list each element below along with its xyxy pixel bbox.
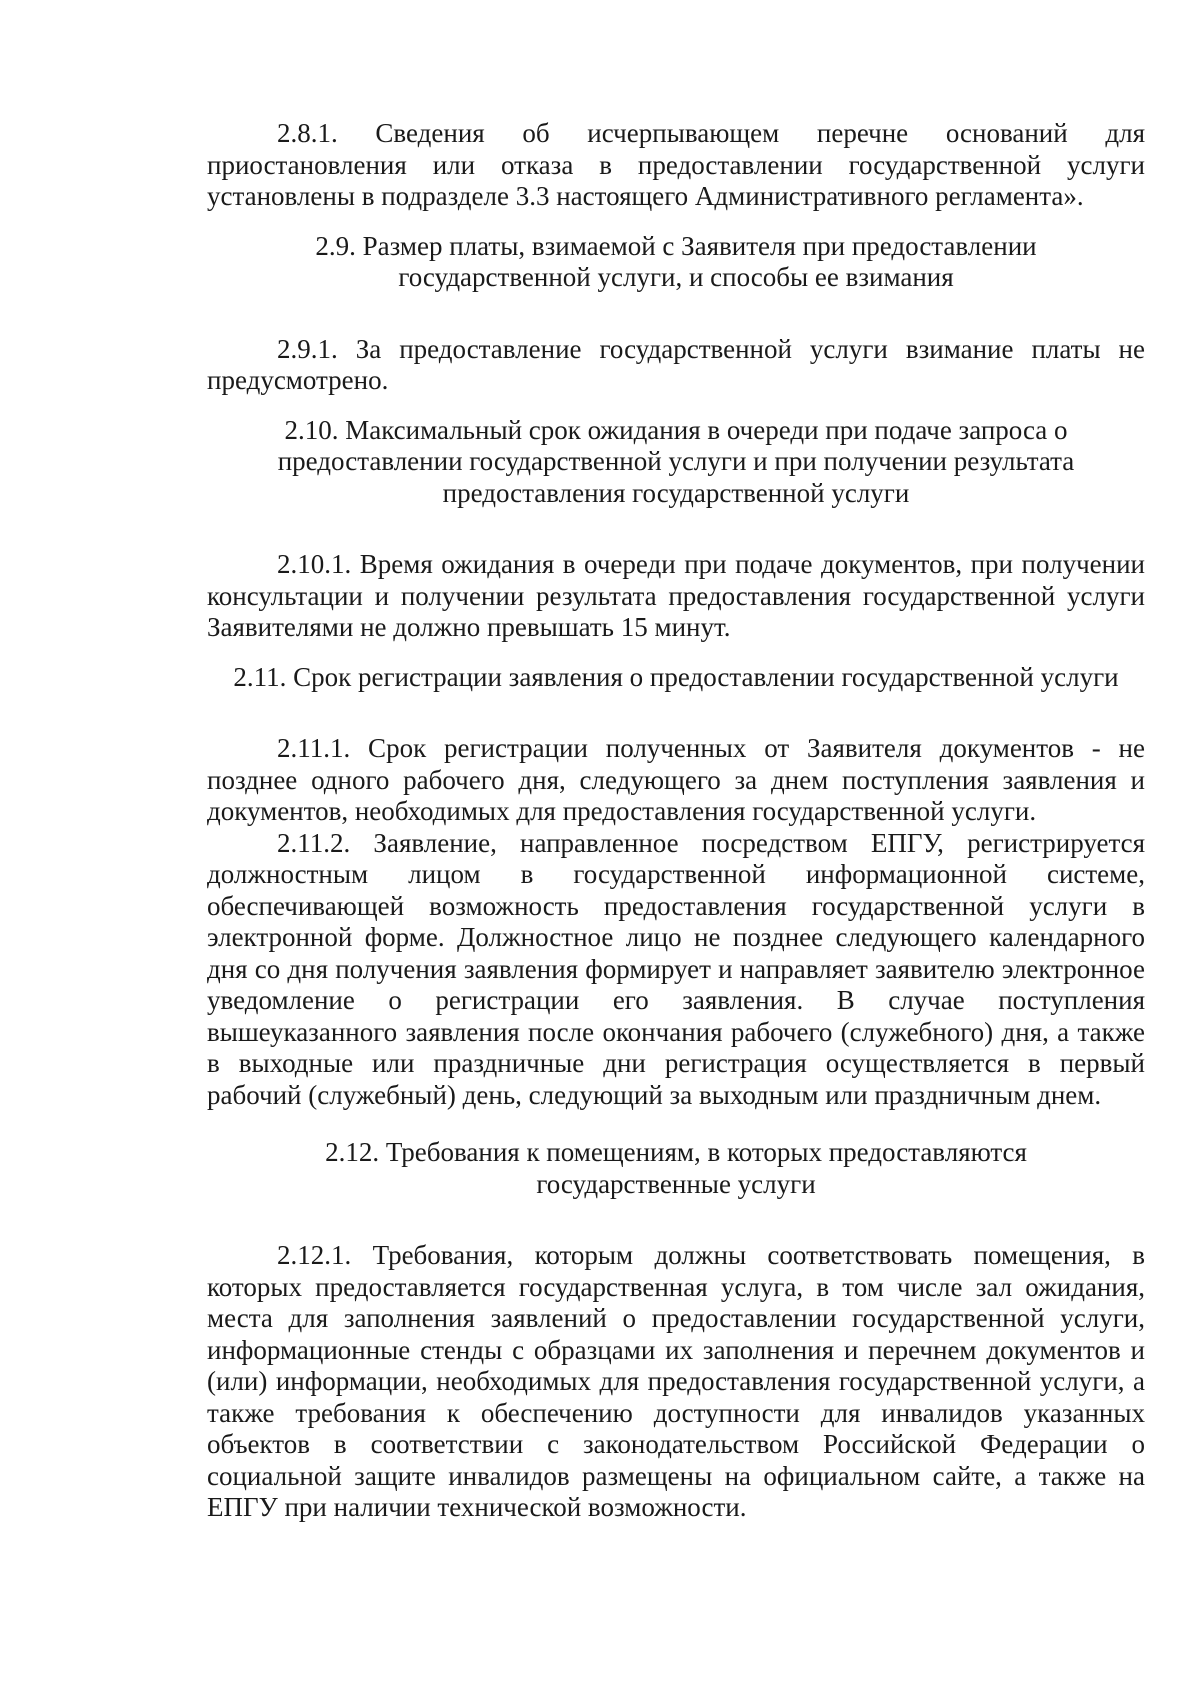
heading-line: государственной услуги, и способы ее взимания xyxy=(398,262,954,292)
paragraph-2-9-1: 2.9.1. За предоставление государственной услуги взимание платы не предусмотрено. xyxy=(207,333,1145,395)
document-body xyxy=(207,118,1145,1524)
heading-line: 2.10. Максимальный срок ожидания в очереди при подаче запроса о xyxy=(284,414,1068,445)
heading-line: 2.12. Требования к помещениям, в которых предоставляются xyxy=(325,1137,1027,1167)
paragraph-2-11-1: 2.11.1. Срок регистрации полученных от Заявителя документов - не позднее одного рабочего дня, следующего за днем поступления заявления и документов, необходимых для предоставления государственной услуги. xyxy=(207,733,1145,826)
section-heading-2-9 xyxy=(207,231,1145,294)
section-heading-2-12 xyxy=(207,1137,1145,1200)
heading-line: 2.11. Срок регистрации заявления о предоставлении государственной услуги xyxy=(233,661,1119,692)
section-heading-2-11 xyxy=(207,662,1145,694)
paragraph-2-12-1: 2.12.1. Требования, которым должны соответствовать помещения, в которых предоставляется государственная услуга, в том числе зал ожидания, места для заполнения заявлений о предоставлении государственной услуги, информационные стенды с образцами их заполнения и перечнем документов и (или) информации, необходимых для предоставления государственной услуги, а также требования к обеспечению доступности для инвалидов указанных объектов в соответствии с законодательством Российской Федерации о социальной защите инвалидов размещены на официальном сайте, а также на ЕПГУ при наличии технической возможности. xyxy=(207,1240,1145,1522)
paragraph-2-10-1: 2.10.1. Время ожидания в очереди при подаче документов, при получении консультации и получении результата предоставления государственной услуги Заявителями не должно превышать 15 минут. xyxy=(207,549,1145,642)
heading-line: 2.9. Размер платы, взимаемой с Заявителя при предоставлении xyxy=(315,230,1037,261)
heading-line: государственные услуги xyxy=(536,1168,816,1199)
paragraph-2-11-2: 2.11.2. Заявление, направленное посредством ЕПГУ, регистрируется должностным лицом в государственной информационной системе, обеспечивающей возможность предоставления государственной услуги в электронной форме. Должностное лицо не позднее следующего календарного дня со дня получения заявления формирует и направляет заявителю электронное уведомление о регистрации его заявления. В случае поступления вышеуказанного заявления после окончания рабочего (служебного) дня, а также в выходные или праздничные дни регистрация осуществляется в первый рабочий (служебный) день, следующий за выходным или праздничным днем. xyxy=(207,827,1145,1110)
section-heading-2-10 xyxy=(207,415,1145,510)
heading-line: предоставлении государственной услуги и при получении результата xyxy=(277,446,1075,476)
paragraph-2-8-1: 2.8.1. Сведения об исчерпывающем перечне оснований для приостановления или отказа в предоставлении государственной услуги установлены в подразделе 3.3 настоящего Административного регламента». xyxy=(207,118,1145,211)
heading-line: предоставления государственной услуги xyxy=(442,477,910,508)
